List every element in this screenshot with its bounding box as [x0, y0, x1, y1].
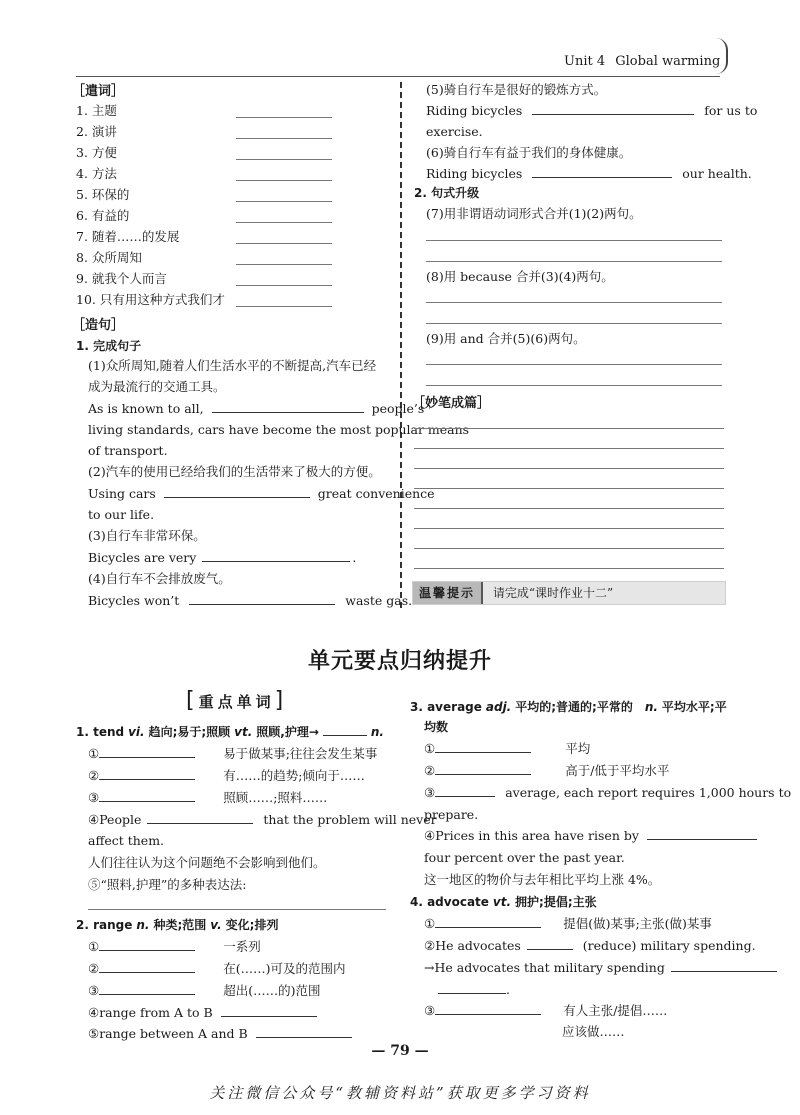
vocab-item: 2. 演讲	[76, 124, 117, 139]
essay-line[interactable]	[414, 548, 724, 549]
average-c1: ① 平均	[424, 738, 590, 759]
tend-c4-cn: 人们往往认为这个问题绝不会影响到他们。	[88, 855, 326, 870]
answer-blank[interactable]	[236, 285, 332, 286]
answer-blank[interactable]	[323, 721, 367, 736]
vocab-item: 7. 随着……的发展	[76, 229, 180, 244]
advocate-head: 4. advocate vt. 拥护;提倡;主张	[410, 895, 597, 909]
range-c4: ④range from A to B	[88, 1002, 317, 1023]
answer-line[interactable]	[426, 261, 722, 262]
advocate-c2c: .	[438, 979, 510, 1000]
s6-en: Riding bicycles our health.	[426, 163, 752, 184]
task2-title: 2. 句式升级	[414, 186, 480, 200]
s2-en: Using cars great convenience	[88, 483, 435, 504]
tend-c5: ⑤“照料,护理”的多种表达法:	[88, 877, 247, 892]
answer-blank[interactable]	[435, 913, 541, 928]
footer-note: 关注微信公众号“教辅资料站”获取更多学习资料	[209, 1084, 591, 1102]
answer-blank[interactable]	[532, 163, 672, 178]
answer-blank[interactable]	[236, 117, 332, 118]
essay-line[interactable]	[414, 488, 724, 489]
essay-heading: ［妙笔成篇］	[412, 396, 491, 411]
tip-text: 请完成“课时作业十二”	[492, 586, 614, 600]
answer-blank[interactable]	[438, 979, 506, 994]
answer-blank[interactable]	[236, 243, 332, 244]
vocab-heading: ［遣词］	[72, 84, 125, 99]
answer-blank[interactable]	[435, 738, 531, 753]
s4-cn: (4)自行车不会排放废气。	[88, 571, 231, 586]
essay-line[interactable]	[414, 528, 724, 529]
tend-head: 1. tend vi. 趋向;易于;照顾 vt. 照顾,护理→ n.	[76, 721, 384, 743]
s1-en: of transport.	[88, 443, 168, 458]
s2-en: to our life.	[88, 507, 155, 522]
answer-blank[interactable]	[99, 765, 195, 780]
s1-en: living standards, cars have become the most popular means	[88, 422, 470, 437]
header-curve-icon	[716, 38, 728, 74]
range-c5: ⑤range between A and B	[88, 1023, 352, 1044]
answer-line[interactable]	[426, 302, 722, 303]
vocab-item: 1. 主题	[76, 103, 117, 118]
s1-cn: 成为最流行的交通工具。	[88, 379, 226, 394]
page-number: — 79 —	[371, 1043, 429, 1059]
essay-line[interactable]	[414, 428, 724, 429]
header-rule	[76, 76, 720, 77]
s3-cn: (3)自行车非常环保。	[88, 528, 206, 543]
advocate-c1: ① 提倡(做)某事;主张(做)某事	[424, 913, 712, 934]
key-words-heading: [重点单词]	[186, 688, 288, 713]
s5-en: exercise.	[426, 124, 483, 139]
sentence-heading: ［造句］	[72, 318, 125, 333]
answer-blank[interactable]	[99, 980, 195, 995]
advocate-c3: 应该做……	[562, 1024, 625, 1039]
answer-line[interactable]	[426, 240, 722, 241]
answer-blank[interactable]	[236, 201, 332, 202]
task1-title: 1. 完成句子	[76, 339, 142, 353]
vocab-item: 9. 就我个人而言	[76, 271, 167, 286]
upgrade-8: (8)用 because 合并(3)(4)两句。	[426, 269, 614, 284]
s1-cn: (1)众所周知,随着人们生活水平的不断提高,汽车已经	[88, 358, 377, 373]
answer-blank[interactable]	[236, 138, 332, 139]
answer-blank[interactable]	[435, 782, 495, 797]
tip-box	[412, 581, 726, 605]
answer-blank[interactable]	[647, 825, 757, 840]
average-c2: ② 高于/低于平均水平	[424, 760, 669, 781]
answer-blank[interactable]	[236, 264, 332, 265]
essay-line[interactable]	[414, 508, 724, 509]
unit-label: Unit 4	[564, 54, 606, 69]
vocab-item: 4. 方法	[76, 166, 117, 181]
answer-blank[interactable]	[99, 787, 195, 802]
vocab-item: 10. 只有用这种方式我们才	[76, 292, 225, 307]
vocab-item: 3. 方便	[76, 145, 117, 160]
average-c4: four percent over the past year.	[424, 850, 625, 865]
answer-blank[interactable]	[202, 547, 350, 562]
answer-blank[interactable]	[189, 590, 335, 605]
answer-line[interactable]	[426, 364, 722, 365]
answer-blank[interactable]	[164, 483, 310, 498]
answer-blank[interactable]	[236, 306, 332, 307]
advocate-c2b: →He advocates that military spending	[424, 957, 777, 978]
running-header	[564, 54, 720, 69]
range-c2: ② 在(……)可及的范围内	[88, 958, 345, 979]
tend-c2: ② 有……的趋势;倾向于……	[88, 765, 365, 786]
s1-en: As is known to all, people’s	[88, 398, 424, 419]
vocab-item: 6. 有益的	[76, 208, 130, 223]
vocab-item: 8. 众所周知	[76, 250, 142, 265]
s3-en: Bicycles are very .	[88, 547, 356, 568]
answer-line[interactable]	[426, 385, 722, 386]
range-head: 2. range n. 种类;范围 v. 变化;排列	[76, 918, 279, 932]
average-head: 均数	[424, 720, 449, 734]
answer-blank[interactable]	[671, 957, 777, 972]
answer-line[interactable]	[88, 909, 386, 910]
range-c1: ① 一系列	[88, 936, 261, 957]
average-c3: ③ average, each report requires 1,000 hours to	[424, 782, 791, 803]
answer-blank[interactable]	[236, 180, 332, 181]
s4-en: Bicycles won’t waste gas.	[88, 590, 412, 611]
answer-blank[interactable]	[435, 760, 531, 775]
topic-label: Global warming	[615, 54, 721, 69]
tend-c3: ③ 照顾……;照料……	[88, 787, 327, 808]
upgrade-9: (9)用 and 合并(5)(6)两句。	[426, 331, 586, 346]
answer-blank[interactable]	[256, 1023, 352, 1038]
essay-line[interactable]	[414, 448, 724, 449]
essay-line[interactable]	[414, 468, 724, 469]
answer-blank[interactable]	[99, 958, 195, 973]
answer-blank[interactable]	[527, 935, 573, 950]
answer-blank[interactable]	[99, 936, 195, 951]
answer-blank[interactable]	[221, 1002, 317, 1017]
answer-line[interactable]	[426, 323, 722, 324]
tend-c1: ① 易于做某事;往往会发生某事	[88, 743, 377, 764]
s5-en: Riding bicycles for us to	[426, 100, 757, 121]
answer-blank[interactable]	[212, 398, 364, 413]
average-head: 3. average adj. 平均的;普通的;平常的 n. 平均水平;平	[410, 700, 727, 714]
essay-line[interactable]	[414, 568, 724, 569]
average-c4-cn: 这一地区的物价与去年相比平均上涨 4%。	[424, 872, 661, 887]
tend-c4: affect them.	[88, 833, 165, 848]
answer-blank[interactable]	[435, 1000, 541, 1015]
average-c3: prepare.	[424, 807, 479, 822]
answer-blank[interactable]	[236, 159, 332, 160]
answer-blank[interactable]	[532, 100, 694, 115]
advocate-c3: ③ 有人主张/提倡……	[424, 1000, 667, 1021]
s6-cn: (6)骑自行车有益于我们的身体健康。	[426, 145, 632, 160]
vocab-item: 5. 环保的	[76, 187, 130, 202]
tip-label: 温馨提示	[413, 582, 483, 604]
range-c3: ③ 超出(……的)范围	[88, 980, 320, 1001]
answer-blank[interactable]	[99, 743, 195, 758]
upgrade-7: (7)用非谓语动词形式合并(1)(2)两句。	[426, 206, 642, 221]
average-c4: ④Prices in this area have risen by	[424, 825, 757, 846]
tend-c4: ④People that the problem will never	[88, 809, 437, 830]
answer-blank[interactable]	[147, 809, 253, 824]
s2-cn: (2)汽车的使用已经给我们的生活带来了极大的方便。	[88, 464, 381, 479]
column-divider	[400, 82, 402, 608]
s5-cn: (5)骑自行车是很好的锻炼方式。	[426, 82, 607, 97]
section-title: 单元要点归纳提升	[307, 649, 492, 674]
advocate-c2: ②He advocates (reduce) military spending.	[424, 935, 756, 956]
answer-blank[interactable]	[236, 222, 332, 223]
